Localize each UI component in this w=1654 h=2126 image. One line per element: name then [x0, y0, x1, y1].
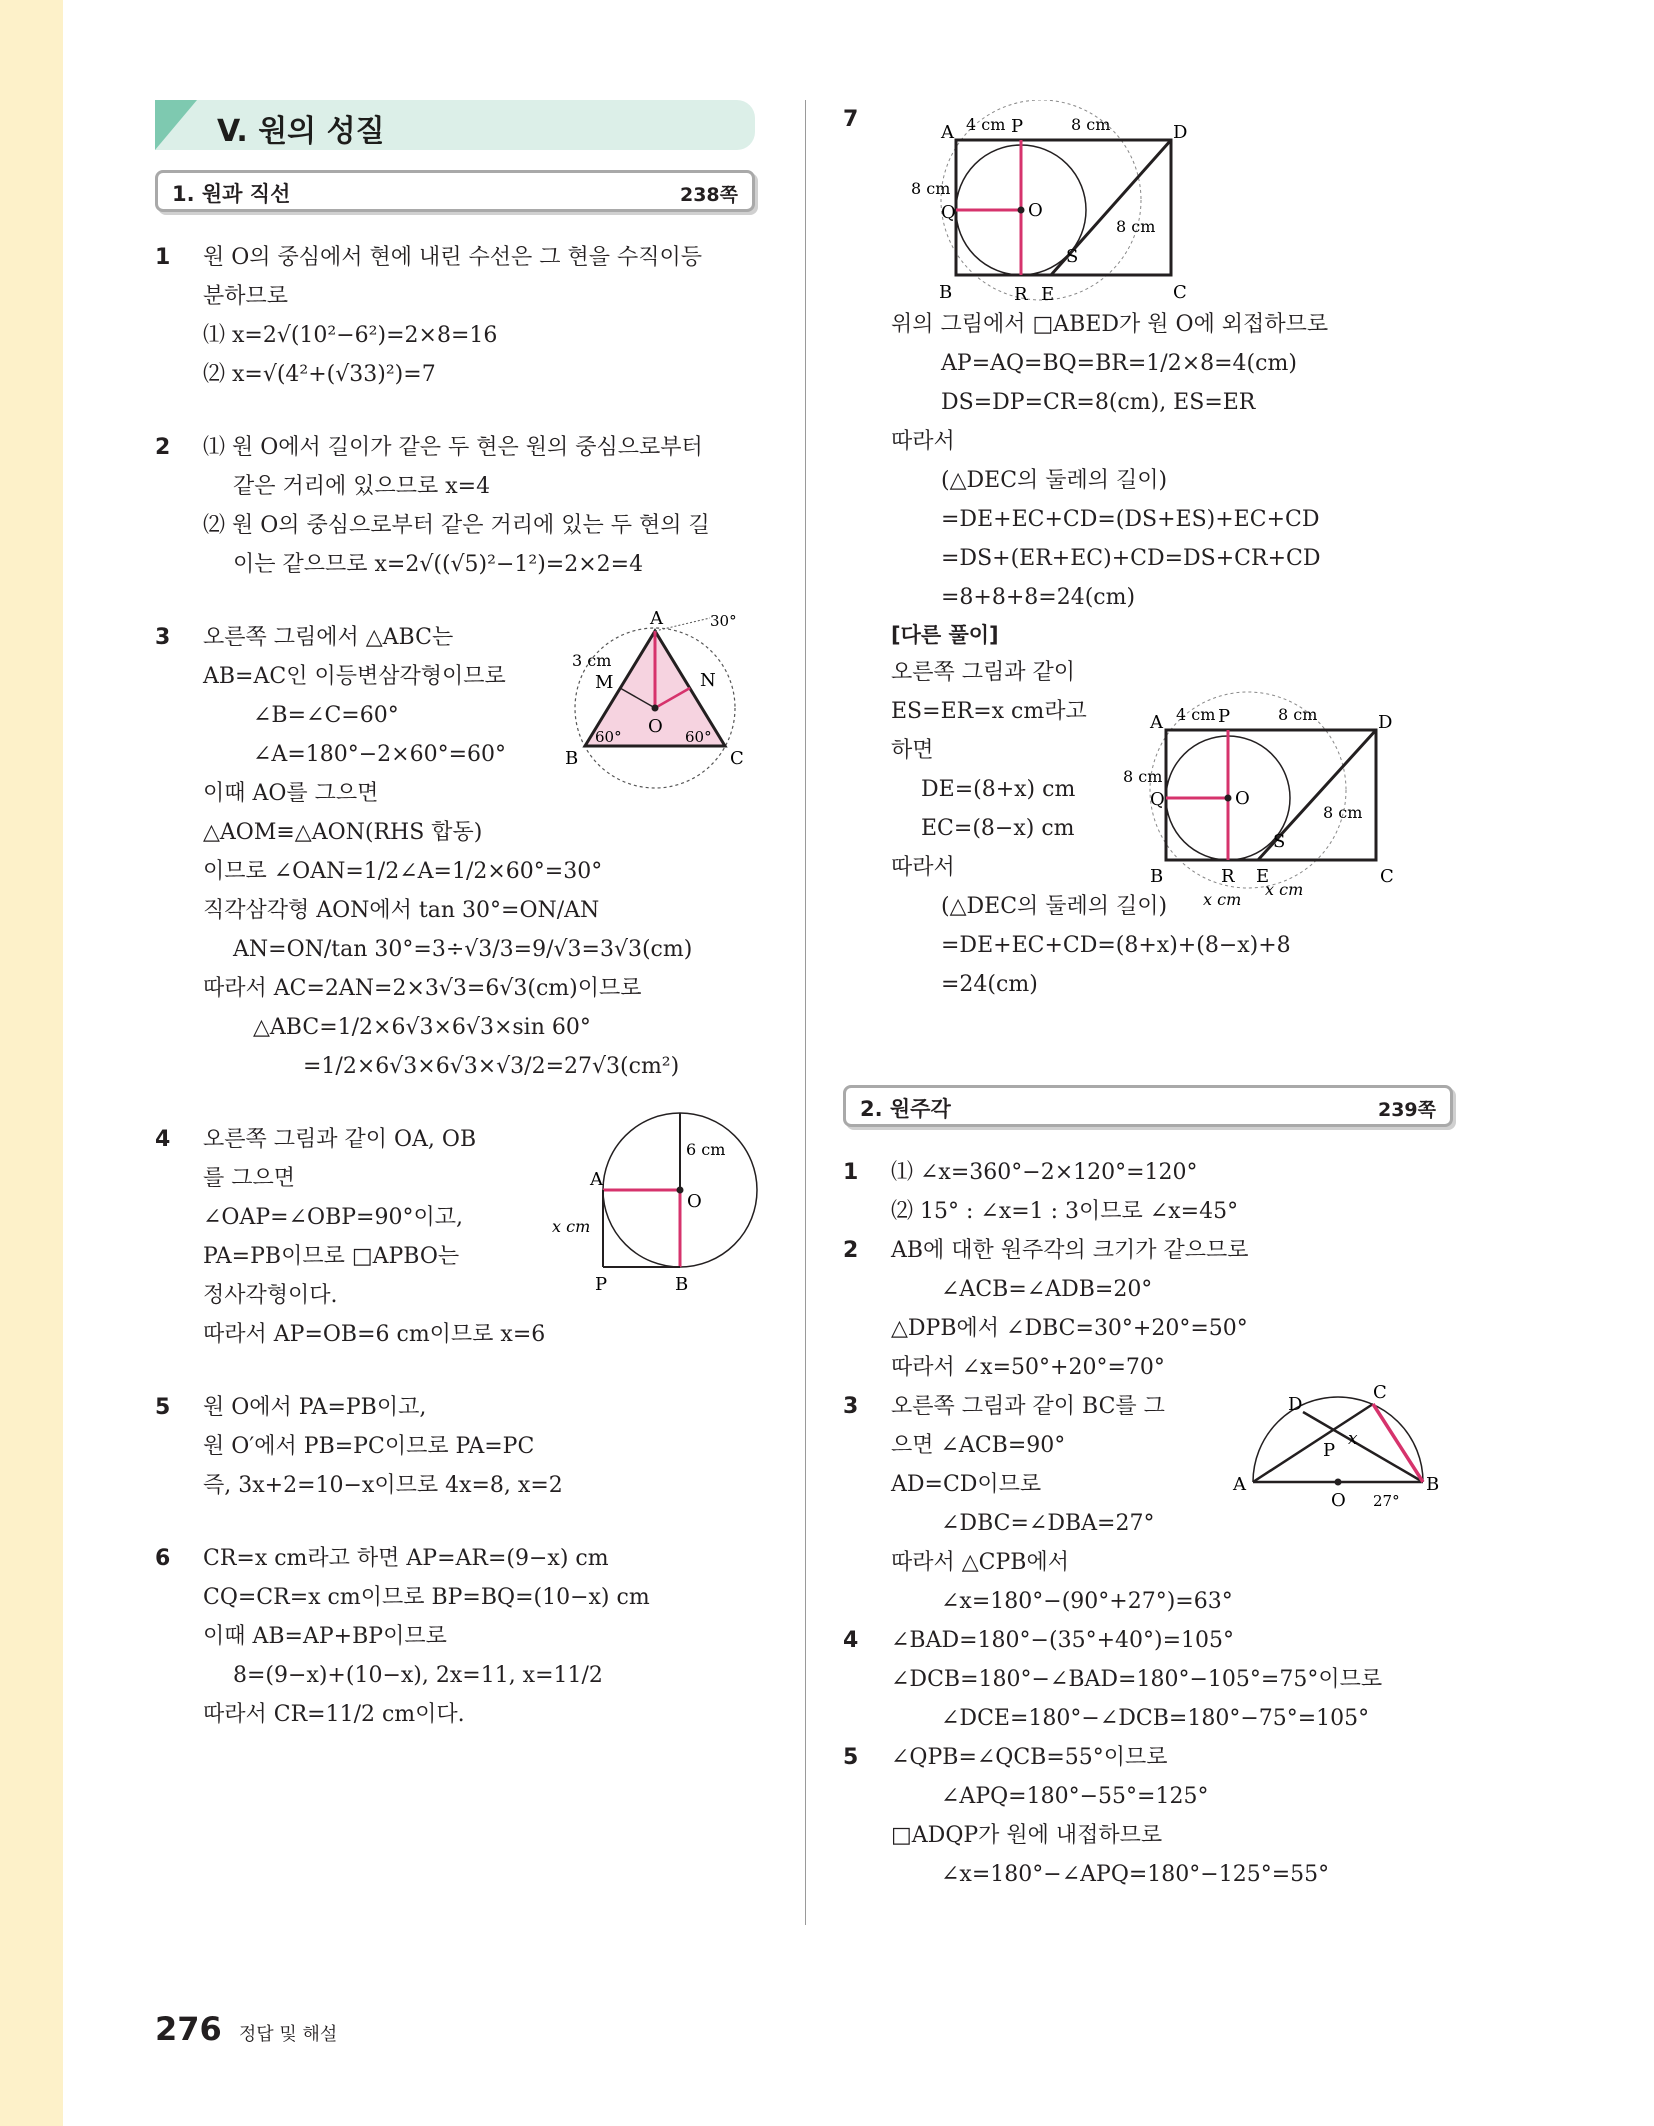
text-line: ⑴ ∠x=360°−2×120°=120°	[891, 1160, 1198, 1185]
section-name: 2. 원주각	[860, 1097, 951, 1121]
label-A: A	[650, 608, 663, 629]
text-line: =24(cm)	[941, 972, 1038, 997]
label-top-right: 8 cm	[1071, 115, 1111, 134]
label-angle-top: 30°	[710, 612, 737, 630]
square-circle-figure	[550, 1110, 760, 1300]
label-A: A	[1233, 1474, 1246, 1495]
page-number: 276	[155, 2010, 222, 2048]
label-E: E	[1041, 284, 1055, 305]
label-x2: x cm	[1265, 880, 1304, 899]
text-line: 원 O에서 PA=PB이고,	[203, 1395, 427, 1420]
text-line: 원 O′에서 PB=PC이므로 PA=PC	[203, 1434, 535, 1459]
text-line: 이므로 ∠OAN=1/2∠A=1/2×60°=30°	[203, 859, 603, 884]
label-N: N	[700, 670, 716, 691]
label-R: R	[1221, 866, 1235, 887]
left-column	[155, 100, 755, 1768]
label-E: E	[1256, 866, 1270, 887]
text-line: ∠QPB=∠QCB=55°이므로	[891, 1745, 1168, 1770]
text-line: 오른쪽 그림과 같이 BC를 그	[891, 1394, 1165, 1419]
section-page: 239쪽	[1377, 1099, 1436, 1121]
text-line: ⑴ x=2√(10²−6²)=2×8=16	[203, 323, 498, 348]
text-line: ∠B=∠C=60°	[253, 703, 399, 728]
label-diag: 8 cm	[1323, 803, 1363, 822]
label-D: D	[1288, 1394, 1303, 1415]
square-tangent-figure	[911, 100, 1231, 305]
label-M: M	[595, 672, 614, 693]
text-line: □ADQP가 원에 내접하므로	[891, 1823, 1163, 1848]
text-line: =DE+EC+CD=(DS+ES)+EC+CD	[941, 507, 1320, 532]
problem-7	[843, 100, 1453, 1004]
label-R: R	[1014, 284, 1028, 305]
label-O: O	[1235, 788, 1250, 809]
problem-6	[155, 1539, 755, 1734]
text-line: 이는 같으므로 x=2√((√5)²−1²)=2×2=4	[233, 552, 644, 577]
text-line: AN=ON/tan 30°=3÷√3/3=9/√3=3√3(cm)	[233, 937, 693, 962]
label-Q: Q	[1150, 789, 1165, 810]
text-line: ∠x=180°−(90°+27°)=63°	[941, 1589, 1233, 1614]
problem-number: 3	[155, 625, 171, 650]
label-A: A	[1150, 712, 1163, 733]
text-line: 으면 ∠ACB=90°	[891, 1433, 1066, 1458]
label-O: O	[1331, 1490, 1346, 1511]
label-C: C	[1380, 866, 1394, 887]
semicircle-figure	[1223, 1382, 1443, 1532]
text-line: CQ=CR=x cm이므로 BP=BQ=(10−x) cm	[203, 1585, 650, 1610]
label-B: B	[565, 748, 579, 769]
text-line: 즉, 3x+2=10−x이므로 4x=8, x=2	[203, 1473, 563, 1498]
text-line: ∠BAD=180°−(35°+40°)=105°	[891, 1628, 1234, 1653]
text-line: AD=CD이므로	[891, 1472, 1042, 1497]
sec2-problem-2	[843, 1231, 1453, 1387]
column-divider	[805, 100, 806, 1925]
chapter-title: V. 원의 성질	[217, 114, 385, 149]
text-line: 따라서 AC=2AN=2×3√3=6√3(cm)이므로	[203, 976, 642, 1001]
text-line: =8+8+8=24(cm)	[941, 585, 1136, 610]
label-D: D	[1378, 712, 1393, 733]
text-line: 따라서	[891, 855, 955, 880]
label-B: B	[675, 1274, 689, 1295]
problem-3	[155, 608, 755, 1086]
text-line: ∠A=180°−2×60°=60°	[253, 742, 507, 767]
problem-2	[155, 428, 755, 584]
problem-number: 6	[155, 1546, 171, 1571]
label-angle-C: 60°	[685, 728, 712, 746]
text-line: PA=PB이므로 □APBO는	[203, 1244, 460, 1269]
label-angle: 27°	[1373, 1492, 1400, 1510]
problem-number: 4	[155, 1127, 171, 1152]
sec2-problem-3	[843, 1382, 1453, 1621]
text-line: =DE+EC+CD=(8+x)+(8−x)+8	[941, 933, 1291, 958]
problem-number: 7	[843, 107, 859, 132]
text-line: 이때 AO를 그으면	[203, 781, 379, 806]
sec2-problem-5	[843, 1738, 1453, 1894]
text-line: 분하므로	[203, 284, 289, 309]
label-radius: 6 cm	[686, 1140, 726, 1159]
label-B: B	[1150, 866, 1164, 887]
text-line: 직각삼각형 AON에서 tan 30°=ON/AN	[203, 898, 600, 923]
label-P: P	[1323, 1440, 1336, 1461]
label-B: B	[1426, 1474, 1440, 1495]
text-line: ∠DCE=180°−∠DCB=180°−75°=105°	[941, 1706, 1370, 1731]
text-line: 따라서	[891, 429, 955, 454]
text-line: 따라서 ∠x=50°+20°=70°	[891, 1355, 1165, 1380]
text-line: 오른쪽 그림에서 △ABC는	[203, 625, 454, 650]
text-line: 따라서 AP=OB=6 cm이므로 x=6	[203, 1322, 546, 1347]
text-line: ⑵ 원 O의 중심으로부터 같은 거리에 있는 두 현의 길	[203, 513, 710, 538]
square-tangent-figure-2	[1118, 690, 1438, 920]
text-line: EC=(8−x) cm	[921, 816, 1075, 841]
section-page: 238쪽	[679, 184, 738, 206]
problem-number: 5	[843, 1745, 859, 1770]
text-line: ∠APQ=180°−55°=125°	[941, 1784, 1209, 1809]
text-line: 를 그으면	[203, 1166, 296, 1191]
problem-number: 1	[155, 245, 171, 270]
sec2-problem-1	[843, 1153, 1453, 1231]
chapter-triangle-icon	[155, 100, 197, 150]
label-C: C	[730, 748, 744, 769]
text-line: ⑵ 15° : ∠x=1 : 3이므로 ∠x=45°	[891, 1199, 1239, 1224]
text-line: CR=x cm라고 하면 AP=AR=(9−x) cm	[203, 1546, 609, 1571]
text-line: ∠x=180°−∠APQ=180°−125°=55°	[941, 1862, 1330, 1887]
label-A: A	[941, 122, 954, 143]
label-B: B	[939, 282, 953, 303]
label-length: 3 cm	[572, 651, 612, 670]
problem-5	[155, 1388, 755, 1505]
text-line: 8=(9−x)+(10−x), 2x=11, x=11/2	[233, 1663, 603, 1688]
problem-number: 1	[843, 1160, 859, 1185]
text-line: ∠DCB=180°−∠BAD=180°−105°=75°이므로	[891, 1667, 1383, 1692]
label-Q: Q	[941, 202, 956, 223]
text-line: △ABC=1/2×6√3×6√3×sin 60°	[253, 1015, 591, 1040]
label-angle-B: 60°	[595, 728, 622, 746]
label-S: S	[1066, 246, 1079, 267]
label-C: C	[1373, 1382, 1387, 1403]
label-x1: x cm	[1203, 890, 1242, 909]
text-line: ⑵ x=√(4²+(√33)²)=7	[203, 362, 436, 387]
text-line: 같은 거리에 있으므로 x=4	[233, 474, 491, 499]
label-top-right: 8 cm	[1278, 705, 1318, 724]
text-line: =DS+(ER+EC)+CD=DS+CR+CD	[941, 546, 1321, 571]
label-O: O	[1028, 200, 1043, 221]
label-left: 8 cm	[1123, 767, 1163, 786]
text-line: 따라서 △CPB에서	[891, 1550, 1069, 1575]
problem-4	[155, 1120, 755, 1354]
text-line: 오른쪽 그림과 같이	[891, 660, 1076, 685]
problem-number: 2	[843, 1238, 859, 1263]
problem-number: 4	[843, 1628, 859, 1653]
text-line: ∠OAP=∠OBP=90°이고,	[203, 1205, 463, 1230]
label-P: P	[1011, 116, 1024, 137]
label-x: x	[1348, 1429, 1358, 1449]
text-line: ⑴ 원 O에서 길이가 같은 두 현은 원의 중심으로부터	[203, 435, 703, 460]
text-line: ES=ER=x cm라고	[891, 699, 1087, 724]
problem-number: 2	[155, 435, 171, 460]
label-x: x cm	[552, 1217, 591, 1236]
section-header-1	[155, 170, 755, 212]
problem-number: 3	[843, 1394, 859, 1419]
text-line: AP=AQ=BQ=BR=1/2×8=4(cm)	[941, 351, 1297, 376]
text-line: (△DEC의 둘레의 길이)	[941, 894, 1168, 919]
text-line: ∠ACB=∠ADB=20°	[941, 1277, 1153, 1302]
text-line: AB=AC인 이등변삼각형이므로	[203, 664, 506, 689]
alt-solution-title: [다른 풀이]	[891, 623, 999, 647]
label-top-left: 4 cm	[1176, 705, 1216, 724]
text-line: 오른쪽 그림과 같이 OA, OB	[203, 1127, 477, 1152]
text-line: (△DEC의 둘레의 길이)	[941, 468, 1168, 493]
page-footer	[155, 2010, 337, 2048]
text-line: △DPB에서 ∠DBC=30°+20°=50°	[891, 1316, 1248, 1341]
problem-1	[155, 238, 755, 394]
label-P: P	[1218, 706, 1231, 727]
text-line: 위의 그림에서 □ABED가 원 O에 외접하므로	[891, 312, 1329, 337]
text-line: =1/2×6√3×6√3×√3/2=27√3(cm²)	[303, 1054, 680, 1079]
chapter-header	[155, 100, 755, 150]
text-line: 정사각형이다.	[203, 1283, 338, 1308]
section-name: 1. 원과 직선	[172, 182, 291, 206]
text-line: 이때 AB=AP+BP이므로	[203, 1624, 447, 1649]
footer-label: 정답 및 해설	[238, 2024, 338, 2045]
text-line: 따라서 CR=11/2 cm이다.	[203, 1702, 465, 1727]
label-diag: 8 cm	[1116, 217, 1156, 236]
text-line: DE=(8+x) cm	[921, 777, 1076, 802]
label-S: S	[1273, 831, 1286, 852]
label-P: P	[595, 1274, 608, 1295]
section-header-2	[843, 1085, 1453, 1127]
text-line: △AOM≡△AON(RHS 합동)	[203, 820, 483, 845]
problem-number: 5	[155, 1395, 171, 1420]
text-line: 하면	[891, 738, 934, 763]
text-line: DS=DP=CR=8(cm), ES=ER	[941, 390, 1256, 415]
label-O: O	[687, 1191, 702, 1212]
text-line: ∠DBC=∠DBA=27°	[941, 1511, 1155, 1536]
margin-strip	[0, 0, 63, 2126]
triangle-figure	[560, 606, 760, 796]
right-column	[843, 100, 1453, 1894]
label-O: O	[648, 716, 663, 737]
label-D: D	[1173, 122, 1188, 143]
label-A: A	[590, 1169, 603, 1190]
label-C: C	[1173, 282, 1187, 303]
label-left: 8 cm	[911, 179, 951, 198]
sec2-problem-4	[843, 1621, 1453, 1738]
text-line: AB에 대한 원주각의 크기가 같으므로	[891, 1238, 1249, 1263]
text-line: 원 O의 중심에서 현에 내린 수선은 그 현을 수직이등	[203, 245, 703, 270]
label-top-left: 4 cm	[966, 115, 1006, 134]
